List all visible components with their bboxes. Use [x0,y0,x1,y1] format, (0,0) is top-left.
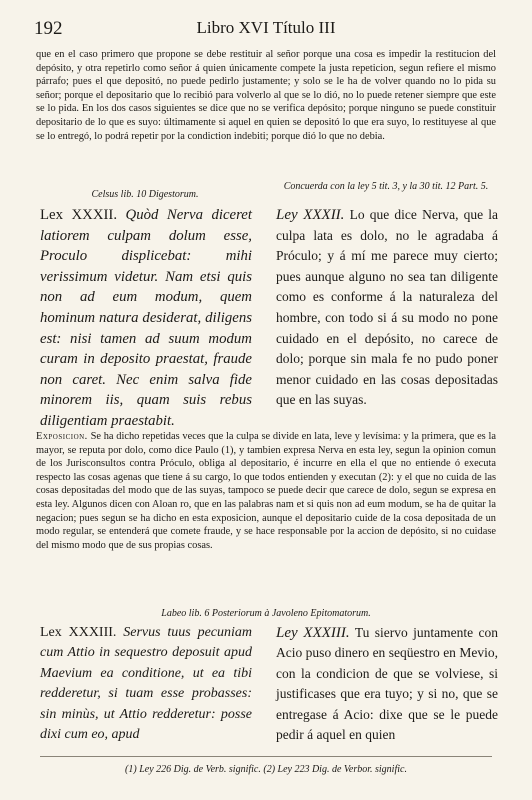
spanish-law-33-heading: Ley XXXIII. [276,625,350,641]
latin-law-32 [40,205,252,432]
spanish-law-33 [276,623,498,745]
spanish-law-32 [276,205,498,411]
latin-law-33-text: Servus tuus pecuniam cum Attio in sequestro deposuit apud Maevium ea conditione, ut ea tibi redderetur, si tuam esse probasses: sin minùs, ut Attio redderetur: posse dixi cum eo, apud [40,625,252,743]
source-citation-labeo: Labeo lib. 6 Posteriorum à Javoleno Epitomatorum. [161,608,371,619]
exposition-text: Se ha dicho repetidas veces que la culpa se divide en lata, leve y levísima: y la primera, que es la mayor, se reputa por dolo, como dice Paulo (1), y tambien expresa Nerva en esta ley, segun la opinion comun de los Jurisconsultos contra Próculo, obliga al depositario, é incurre en ella el que no entiende ó executa respecto las cosas agenas que tiene á su cargo, lo que todos entienden y executan (2): y el que no cuida de las cosas depositadas del modo que de las suyas, tampoco se puede decir que carece de dolo, segun se expresa en esta ley. Algunos dicen con Aloan ro, que en las palabras nam et si quis non ad eum modum, se ha de quitar la negacion; pues segun se ha dicho en esta exposicion, aunque el depositario cuide de la cosa depositada de un modo regular, se entenderá que comete fraude, y se hace responsable por la accion de depósito, si no cuidase del mismo modo que de sus propias cosas. [36,431,496,551]
footnotes: (1) Ley 226 Dig. de Verb. signific. (2) Ley 223 Dig. de Verbor. signific. [125,764,407,775]
page-header [34,18,498,42]
latin-law-32-heading: Lex XXXII. [40,207,118,223]
running-title: Libro XVI Título III [196,18,336,37]
exposition-paragraph [36,430,496,552]
page-number: 192 [34,18,63,39]
latin-law-32-text: Quòd Nerva diceret latiorem culpam dolum esse, Proculo displicebat: mihi verissimum videtur. Nam etsi quis non ad eum modum, quem hominum natura desiderat, diligens est: nisi tamen ad suum modum curam in deposito praestat, fraude non caret. Nec enim salva fide minorem iis, quam suis rebus diligentiam praestabit. [40,207,252,429]
source-citation-latin: Celsus lib. 10 Digestorum. [91,189,199,200]
exposition-label: Exposicion. [36,431,88,442]
spanish-law-33-text: Tu siervo juntamente con Acio puso dinero en seqüestro en Mevio, con la condicion de que se volviese, si justificases que era tuyo; y si no, que se entregase á Acio: dixe que se le puede pedir á aquel en quien [276,625,498,743]
spanish-law-32-text: Lo que dice Nerva, que la culpa lata es dolo, no le agradaba á Próculo; y á mí me parece muy cierto; pues aunque alguno no sea tan diligente como es conforme á la naturaleza del hombre, con todo si á su modo no pone cuidado en el depósito, no carece de dolo; porque sin mala fe no pudo poner menor cuidado en las cosas depositadas que en las suyas. [276,207,499,408]
source-concordance: Concuerda con la ley 5 tit. 3, y la 30 tit. 12 Part. 5. [283,181,489,192]
continued-commentary: que en el caso primero que propone se debe restituir al señor porque una cosa es impedir la restitucion del depósito, y otra repetirlo como señor á quien únicamente compete la justa repeticion, segun refiere el mismo párrafo; pues el que depositó, no puede pedirlo justamente; y solo se le ha de volver quando no lo pida su señor; porque el depositario que lo recibió para volverlo al que se lo dió, no lo puede retener siempre que este se lo pida. En los dos casos siguientes se dice que no se verifica depósito; porque ninguno se puede constituir depositario de lo que es suyo: últimamente si aquel en quien se depositó lo que era suyo, lo restituyese al que se lo entregó, lo podrá repetir por la condiction indebiti; porque dió lo que no debia. [36,49,496,142]
latin-law-33 [40,623,252,745]
spanish-law-32-heading: Ley XXXII. [276,207,345,223]
latin-law-33-heading: Lex XXXIII. [40,625,117,640]
footnote-divider [40,756,492,757]
